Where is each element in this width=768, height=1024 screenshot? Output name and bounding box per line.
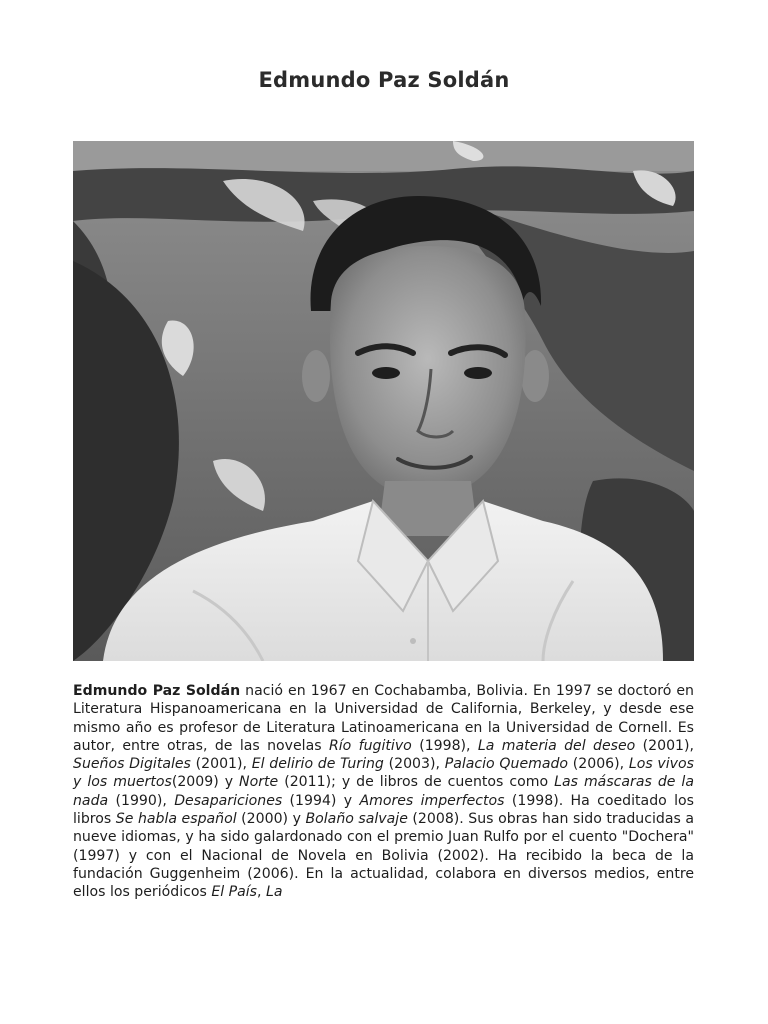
- author-name-bold: Edmundo Paz Soldán: [73, 683, 241, 699]
- work-title-italic: Palacio Quemado: [444, 756, 569, 773]
- work-title-italic: Norte: [239, 774, 279, 791]
- work-title-italic: Las máscaras de la nada: [73, 774, 694, 809]
- bio-text: (1998),: [411, 737, 478, 754]
- bio-text: (2001),: [190, 756, 252, 773]
- work-title-italic: Sueños Digitales: [73, 756, 191, 773]
- work-title-italic: Río fugitivo: [328, 737, 412, 754]
- work-title-italic: Bolaño salvaje: [305, 811, 408, 828]
- bio-text: (2003),: [383, 756, 445, 773]
- work-title-italic: Los vivos y los muertos: [73, 756, 694, 791]
- bio-text: (2000) y: [236, 811, 306, 828]
- bio-text: (2001),: [635, 737, 694, 754]
- bio-text: (1994) y: [282, 792, 360, 809]
- work-title-italic: Desapariciones: [174, 792, 283, 809]
- bio-text: (1990),: [108, 792, 175, 809]
- bio-text: (1998). Ha coeditado los libros: [73, 792, 694, 828]
- bio-text: nació en 1967 en Cochabamba, Bolivia. En 1997 se doctoró en Literatura Hispanoamericana en la Universidad de California, Berkeley, y desde ese mismo año es profesor de Literatura Latinoamericana en la Universidad de Cornell. Es autor, entre otras, de las novelas: [73, 683, 694, 754]
- bio-text: ,: [257, 884, 266, 901]
- bio-text: (2008). Sus obras han sido traducidas a nueve idiomas, y ha sido galardonado con el premio Juan Rulfo por el cuento "Dochera" (1997) y con el Nacional de Novela en Bolivia (2002). Ha recibido la beca de la fundación Guggenheim (2006). En la actualidad, colabora en diversos medios, entre ellos los periódicos: [73, 811, 694, 901]
- author-portrait-photo: [73, 141, 694, 661]
- author-biography-paragraph: [73, 682, 694, 902]
- work-title-italic: La materia del deseo: [477, 737, 636, 754]
- bio-text: (2011); y de libros de cuentos como: [278, 774, 555, 791]
- bio-text: (2009) y: [171, 774, 240, 791]
- portrait-illustration: [73, 141, 694, 661]
- work-title-italic: El País: [211, 884, 258, 901]
- bio-text: (2006),: [568, 756, 629, 773]
- page-title: Edmundo Paz Soldán: [258, 68, 510, 92]
- work-title-italic: Amores imperfectos: [359, 792, 505, 809]
- work-title-italic: El delirio de Turing: [251, 756, 384, 773]
- work-title-italic: La: [266, 884, 283, 901]
- work-title-italic: Se habla español: [115, 811, 237, 828]
